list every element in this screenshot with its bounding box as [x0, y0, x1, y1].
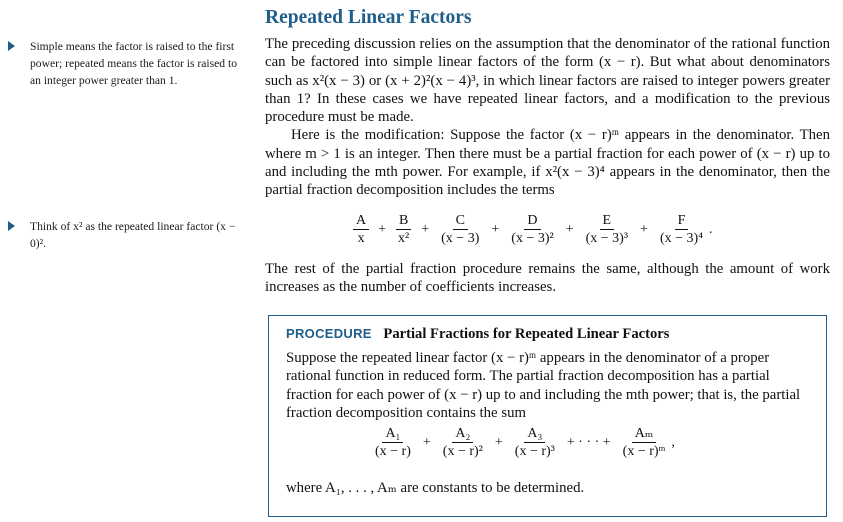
- plus-sign: +: [494, 434, 503, 450]
- procedure-title-row: [286, 326, 669, 343]
- fraction-term: $\frac{B}{\text{x²}}$: [395, 213, 412, 246]
- fraction-term: $\frac{\text{Aₘ}}{\text{(x − r)ᵐ}}$: [622, 426, 666, 459]
- plus-sign: +: [640, 221, 648, 237]
- procedure-body: Suppose the repeated linear factor (x − r)ᵐ appears in the denominator of a proper rational function in reduced form. The partial fraction decomposition has a partial fraction for each power of (x − r) up to and including the mth power; that is, the partial fraction decomposition contains the sum: [286, 350, 801, 421]
- fraction-term: $\frac{E}{\text{(x − 3)³}}$: [585, 213, 629, 246]
- equation-end: .: [709, 221, 713, 237]
- plus-sign: +: [421, 221, 430, 237]
- decomposition-terms: [350, 213, 713, 246]
- procedure-label: PROCEDURE: [286, 326, 372, 341]
- fraction-term: A₁ (x − r): [375, 426, 411, 459]
- fraction-term: $\frac{F}{\text{(x − 3)⁴}}$: [659, 213, 704, 246]
- plus-sign: +: [378, 221, 387, 237]
- fraction-term: $\frac{\text{A₂}}{\text{(x − r)²}}$: [442, 426, 483, 459]
- procedure-footer: where A₁, . . . , Aₘ are constants to be determined.: [286, 480, 585, 496]
- plus-sign: +: [422, 434, 431, 450]
- plus-sign: +: [491, 221, 500, 237]
- fraction-term: A x: [353, 213, 369, 246]
- sidenote-arrow-icon: [8, 221, 15, 231]
- sidenote-x-squared: [8, 218, 246, 252]
- fraction-term: $\frac{D}{\text{(x − 3)²}}$: [511, 213, 554, 246]
- paragraph-1: The preceding discussion relies on the assumption that the denominator of the rational function can be factored into simple linear factors of the form (x − r). But what about denominators such as x²(x − 3) or (x + 2)²(x − 4)³, in which linear factors are raised to integer powers greater than 1? In these cases we have repeated linear factors, and a modification to the previous procedure must be made.: [265, 36, 830, 126]
- fraction-term: $\frac{\text{A₃}}{\text{(x − r)³}}$: [514, 426, 555, 459]
- plus-sign: +: [565, 221, 574, 237]
- sidenote-text: Simple means the factor is raised to the first power; repeated means the factor is raised to an integer power greater than 1.: [30, 40, 237, 87]
- procedure-title: Partial Fractions for Repeated Linear Factors: [383, 326, 670, 342]
- sidenote-simple: [8, 38, 246, 89]
- paragraph-3: The rest of the partial fraction procedure remains the same, although the amount of work increases as the number of coefficients increases.: [265, 261, 830, 296]
- sidenote-arrow-icon: [8, 41, 15, 51]
- procedure-sum: [369, 426, 675, 459]
- sidenote-text: Think of x² as the repeated linear factor (x − 0)².: [30, 220, 236, 250]
- section-heading: Repeated Linear Factors: [265, 7, 472, 28]
- equation-end: ,: [671, 434, 675, 450]
- ellipsis-plus: + · · · +: [566, 434, 611, 450]
- procedure-box: [268, 315, 827, 517]
- main-text: [265, 35, 830, 200]
- fraction-term: $\frac{C}{(x - 3)}$: [441, 213, 480, 246]
- paragraph-2: Here is the modification: Suppose the factor (x − r)ᵐ appears in the denominator. Then where m > 1 is an integer. Then there must be a partial fraction for each power of (x − r) up to and including the mth power. For example, if x²(x − 3)⁴ appears in the denominator, then the partial fraction decomposition includes the terms: [265, 127, 830, 199]
